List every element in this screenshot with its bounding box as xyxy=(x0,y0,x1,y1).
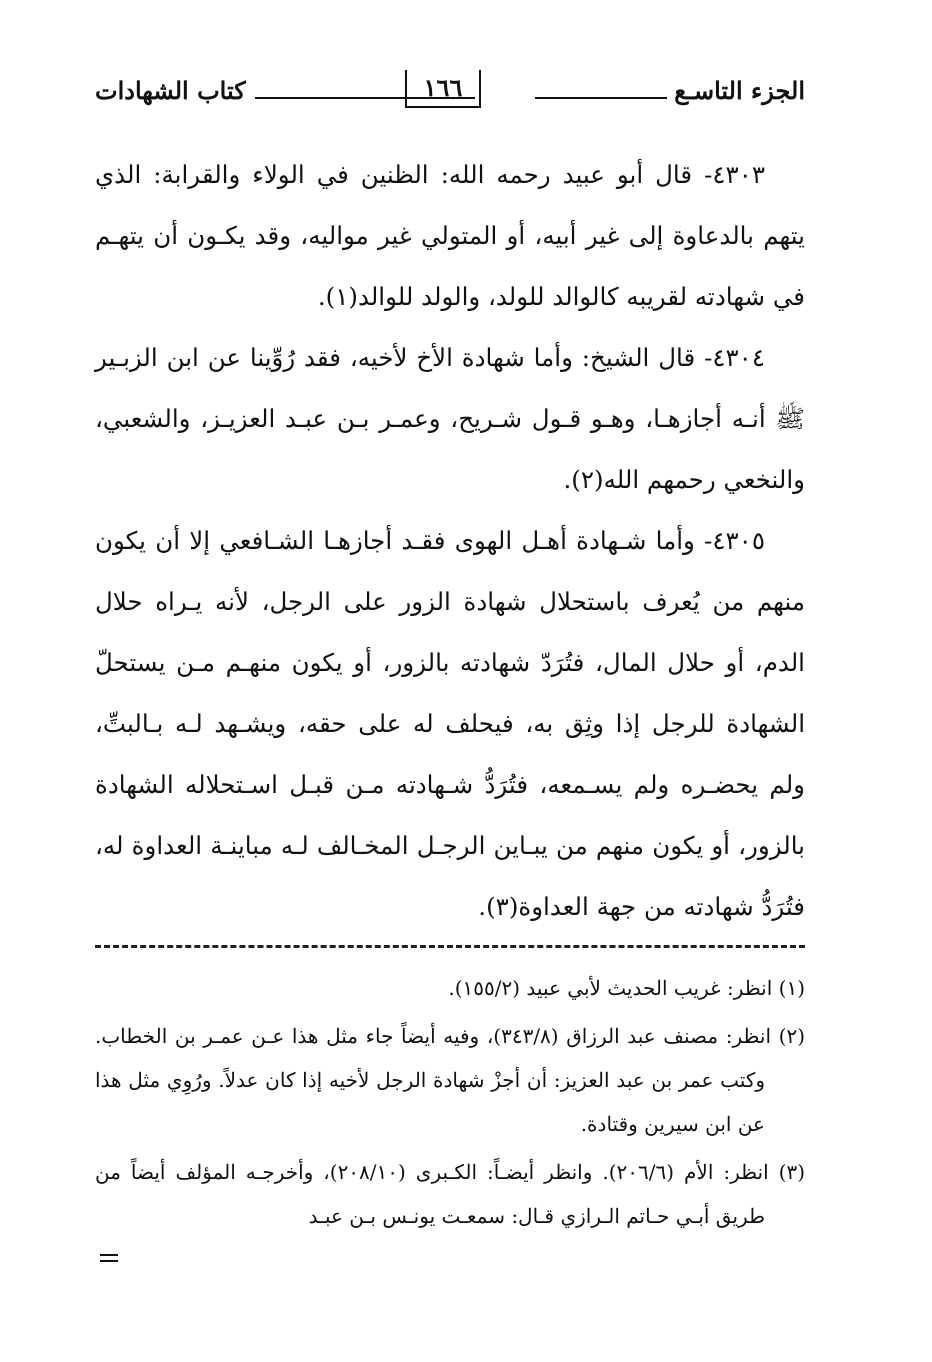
footnote-continuation-mark xyxy=(100,1254,118,1262)
footnotes xyxy=(95,966,805,1238)
footnote-1: (١) انظر: غريب الحديث لأبي عبيد (١٥٥/٢). xyxy=(448,976,805,1000)
running-header xyxy=(95,70,805,116)
footnote-separator xyxy=(95,945,805,948)
header-rule-left xyxy=(255,97,475,99)
book-page xyxy=(95,70,805,1242)
footnote-3: (٣) انظر: الأم (٢٠٦/٦). وانظر أيضـاً: الكـبرى (٢٠٨/١٠)، وأخرجـه المؤلف أيضاً من طريق أبـي حـاتم الـرازي قـال: سمعـت يونـس بـن عبـد xyxy=(95,1160,806,1228)
footnote-2: (٢) انظر: مصنف عبد الرزاق (٣٤٣/٨)، وفيه أيضاً جاء مثل هذا عـن عمـر بن الخطاب. وكتب عمر بن عبد العزيز: أن أجزْ شهادة الرجل لأخيه إذا كان عدلاً. ورُوِي مثل هذا عن ابن سيرين وقتادة. xyxy=(95,1024,805,1136)
paragraph-4304: ٤٣٠٤- قال الشيخ: وأما شهادة الأخ لأخيه، فقد رُوِّينا عن ابن الزبـير ﷺ أنـه أجازهـا، وهـو قـول شـريح، وعمـر بـن عبـد العزيـز، والشعبي، والنخعي رحمهم الله(٢). xyxy=(95,343,805,494)
header-volume: الجزء التاسـع xyxy=(674,76,805,105)
paragraph-4305: ٤٣٠٥- وأما شـهادة أهـل الهوى فقـد أجازهـا الشـافعي إلا أن يكون منهم من يُعرف باستحلال شهادة الزور على الرجل، لأنه يـراه حلال الدم، أو حلال المال، فتُرَدّ شهادته بالزور، أو يكون منهـم مـن يستحلّ الشهادة للرجل إذا وثِق به، فيحلف له على حقه، ويشـهد لـه بـالبتِّ، ولم يحضـره ولم يسـمعه، فتُرَدُّ شـهادته مـن قبـل اسـتحلاله الشهادة بالزور، أو يكون منهم من يبـاين الرجـل المخـالف لـه مباينـة العداوة له، فتُرَدُّ شهادته من جهة العداوة(٣). xyxy=(95,526,805,921)
header-book-title: كتاب الشهادات xyxy=(95,76,246,105)
header-rule-right xyxy=(535,97,667,99)
paragraph-4303: ٤٣٠٣- قال أبو عبيد رحمه الله: الظنين في الولاء والقرابة: الذي يتهم بالدعاوة إلى غير أبيه، أو المتولي غير مواليه، وقد يكـون أن يتهـم في شهادته لقريبه كالوالد للولد، والولد للوالد(١). xyxy=(95,160,805,311)
page-number: ١٦٦ xyxy=(405,70,481,108)
main-text xyxy=(95,144,805,937)
